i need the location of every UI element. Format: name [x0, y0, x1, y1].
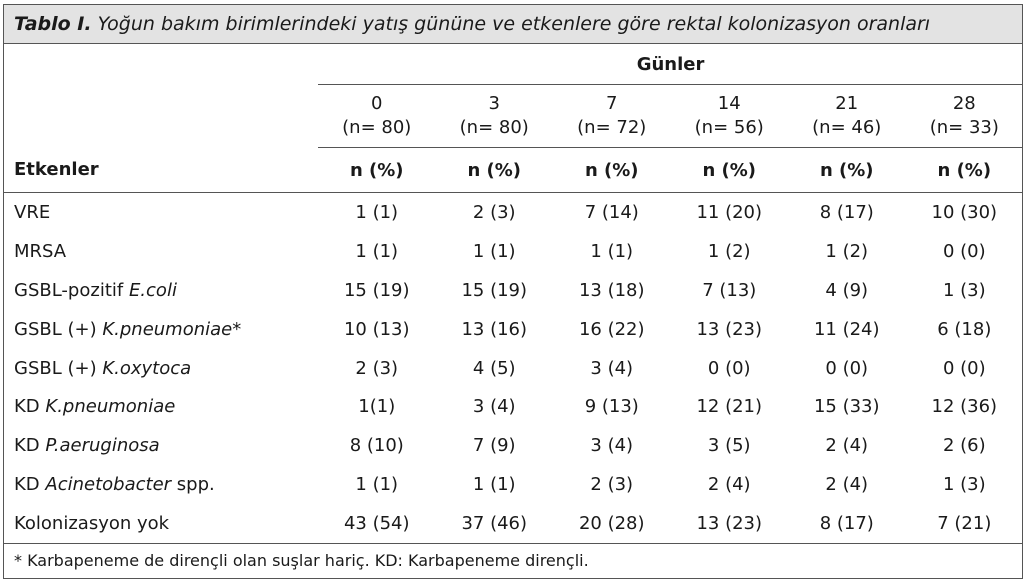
- caption-text: Yoğun bakım birimlerindeki yatış gününe ve etkenlere göre rektal kolonizasyon oranları: [97, 13, 931, 35]
- day-header: 0 (n= 80): [318, 85, 436, 148]
- cell-value: 9 (13): [584, 396, 639, 418]
- unit-header: n (%): [318, 148, 436, 193]
- cell-value: 20 (28): [553, 504, 671, 543]
- header-row-days-group: [4, 44, 1023, 85]
- cell-value: 2 (4): [707, 474, 751, 496]
- cell-value: 4 (9): [825, 279, 869, 301]
- cell-value: 6 (18): [937, 318, 992, 340]
- table-row: [4, 504, 1023, 543]
- cell-value: 7 (13): [702, 279, 757, 301]
- cell-value: 13 (23): [696, 318, 763, 340]
- day-header: 3 (n= 80): [436, 85, 554, 148]
- table-row: [4, 193, 1023, 232]
- cell-value: 2 (6): [942, 435, 986, 457]
- row-label: KD K.pneumoniae: [14, 396, 176, 418]
- cell-value: 0 (0): [825, 357, 869, 379]
- row-label: GSBL (+) K.pneumoniae*: [14, 318, 242, 340]
- cell-value: 12 (36): [931, 396, 998, 418]
- cell-value: 1 (1): [472, 240, 516, 262]
- cell-value: 13 (23): [671, 504, 789, 543]
- cell-value: 1 (3): [942, 279, 986, 301]
- cell-value: 8 (17): [819, 201, 874, 223]
- cell-value: 11 (20): [696, 201, 763, 223]
- caption-label: Tablo I.: [14, 13, 92, 35]
- cell-value: 3 (5): [707, 435, 751, 457]
- row-label: MRSA: [14, 240, 67, 262]
- cell-value: 3 (4): [472, 396, 516, 418]
- cell-value: 15 (19): [461, 279, 528, 301]
- cell-value: 2 (4): [825, 435, 869, 457]
- cell-value: 1 (1): [355, 474, 399, 496]
- table-row: [4, 232, 1023, 271]
- cell-value: 1 (1): [472, 474, 516, 496]
- unit-header: n (%): [788, 148, 906, 193]
- colonization-table: [4, 44, 1023, 544]
- cell-value: 2 (3): [355, 357, 399, 379]
- header-row-days: [4, 85, 1023, 148]
- unit-header: n (%): [906, 148, 1024, 193]
- day-header: 21 (n= 46): [788, 85, 906, 148]
- cell-value: 2 (3): [590, 474, 634, 496]
- day-header: 14 (n= 56): [671, 85, 789, 148]
- row-label: VRE: [14, 201, 51, 223]
- cell-value: 8 (10): [349, 435, 404, 457]
- cell-value: 1 (3): [942, 474, 986, 496]
- cell-value: 3 (4): [590, 435, 634, 457]
- table-frame: [3, 4, 1023, 579]
- cell-value: 0 (0): [942, 357, 986, 379]
- table-row: [4, 465, 1023, 504]
- cell-value: 0 (0): [942, 240, 986, 262]
- cell-value: 13 (18): [578, 279, 645, 301]
- row-label: Kolonizasyon yok: [4, 504, 318, 543]
- day-header: 28 (n= 33): [906, 85, 1024, 148]
- table-row: [4, 310, 1023, 349]
- cell-value: 2 (4): [825, 474, 869, 496]
- cell-value: 1 (2): [707, 240, 751, 262]
- header-row-units: [4, 148, 1023, 193]
- cell-value: 2 (3): [472, 201, 516, 223]
- cell-value: 8 (17): [788, 504, 906, 543]
- cell-value: 7 (14): [584, 201, 639, 223]
- table-row: [4, 426, 1023, 465]
- row-label: KD P.aeruginosa: [14, 435, 160, 457]
- cell-value: 4 (5): [472, 357, 516, 379]
- cell-value: 1(1): [358, 396, 396, 418]
- table-body: [4, 193, 1023, 544]
- table-row: [4, 271, 1023, 310]
- unit-header: n (%): [436, 148, 554, 193]
- cell-value: 16 (22): [578, 318, 645, 340]
- cell-value: 13 (16): [461, 318, 528, 340]
- cell-value: 7 (21): [906, 504, 1024, 543]
- cell-value: 7 (9): [472, 435, 516, 457]
- cell-value: 1 (2): [825, 240, 869, 262]
- table-row: [4, 387, 1023, 426]
- table-caption: [4, 5, 1022, 44]
- table-row: [4, 349, 1023, 388]
- etkenler-header: Etkenler: [4, 148, 318, 193]
- cell-value: 10 (13): [343, 318, 410, 340]
- cell-value: 3 (4): [590, 357, 634, 379]
- row-label: GSBL (+) K.oxytoca: [14, 357, 192, 379]
- cell-value: 11 (24): [813, 318, 880, 340]
- row-label: KD Acinetobacter spp.: [14, 474, 215, 496]
- cell-value: 15 (33): [813, 396, 880, 418]
- unit-header: n (%): [671, 148, 789, 193]
- day-header: 7 (n= 72): [553, 85, 671, 148]
- cell-value: 1 (1): [590, 240, 634, 262]
- footnote: * Karbapeneme de dirençli olan suşlar hariç. KD: Karbapeneme dirençli.: [14, 551, 589, 571]
- cell-value: 10 (30): [931, 201, 998, 223]
- cell-value: 0 (0): [707, 357, 751, 379]
- row-label: GSBL-pozitif E.coli: [14, 279, 177, 301]
- cell-value: 37 (46): [436, 504, 554, 543]
- cell-value: 12 (21): [696, 396, 763, 418]
- gunler-header: Günler: [318, 44, 1023, 85]
- cell-value: 43 (54): [318, 504, 436, 543]
- cell-value: 1 (1): [355, 240, 399, 262]
- unit-header: n (%): [553, 148, 671, 193]
- cell-value: 1 (1): [355, 201, 399, 223]
- cell-value: 15 (19): [343, 279, 410, 301]
